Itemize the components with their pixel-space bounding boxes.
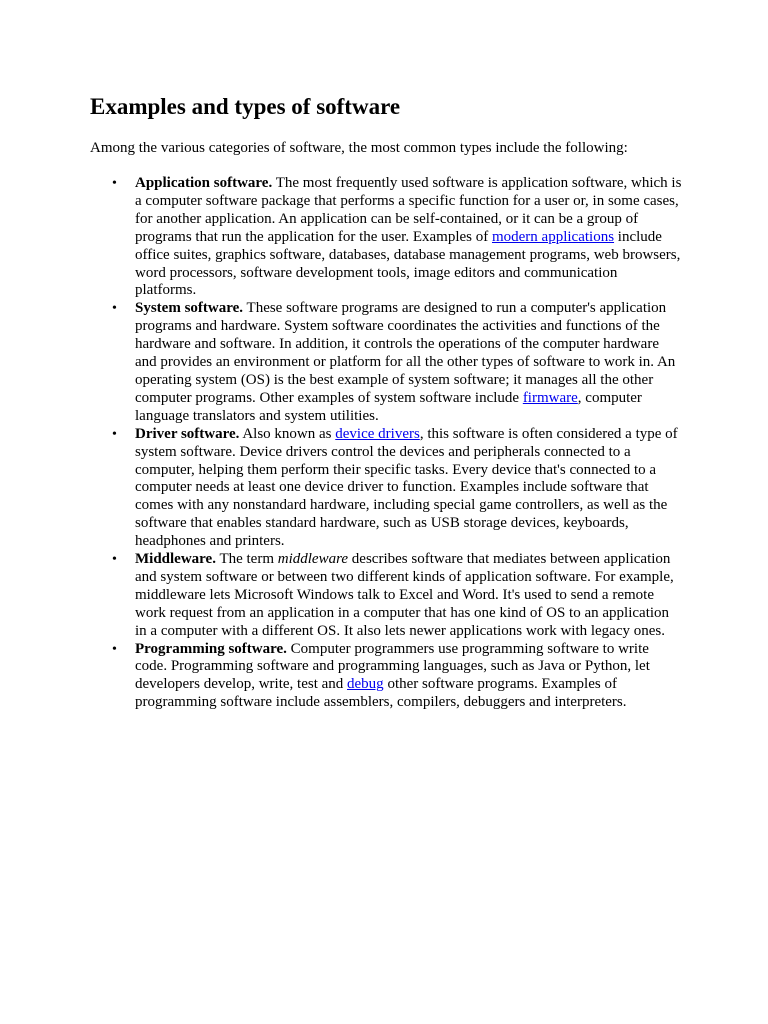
link-debug[interactable]: debug — [347, 676, 384, 693]
link-modern-applications[interactable]: modern applications — [491, 228, 615, 245]
term-label: Application software. — [135, 175, 273, 191]
description-text: The term — [215, 551, 278, 568]
term-label: System software. — [135, 300, 244, 317]
term-label: Driver software. — [135, 425, 240, 442]
page-title: Examples and types of software — [90, 94, 401, 119]
list-item-middleware — [135, 551, 682, 641]
emphasis-middleware: middleware — [277, 551, 349, 568]
description-text: , this software is often considered a type of system software. Device drivers control the devices and peripherals connected to a computer, helping them perform their specific tasks. Every device that's connected to a computer needs at least one device driver to function. Examples include software that comes with any nonstandard hardware, including special game controllers, as well as the software that enables standard hardware, such as USB storage devices, keyboards, headphones and printers. — [135, 425, 678, 550]
list-item-system-software — [135, 300, 682, 425]
link-device-drivers[interactable]: device drivers — [335, 425, 420, 442]
intro-paragraph: Among the various categories of software, the most common types include the following: — [90, 140, 628, 156]
list-item-application-software — [135, 175, 682, 300]
description-text: , computer language translators and system utilities. — [135, 389, 642, 424]
description-text: describes software that mediates between application and system software or between two different kinds of application software. For example, middleware lets Microsoft Windows talk to Excel and Word. It's used to send a remote work request from an application in a computer that has one kind of OS to an application in a computer with a different OS. It also lets newer applications work with legacy ones. — [135, 551, 674, 639]
software-types-list — [90, 175, 682, 712]
description-text: Computer programmers use programming software to write code. Programming software and programming languages, such as Java or Python, let developers develop, write, test and — [135, 640, 650, 693]
description-text: These software programs are designed to run a computer's application programs and hardware. System software coordinates the activities and functions of the hardware and software. In addition, it controls the operations of the computer hardware and provides an environment or platform for all the other types of software to work in. An operating system (OS) is the best example of system software; it manages all the other computer programs. Other examples of system software include — [135, 300, 676, 406]
description-text: include office suites, graphics software, databases, database management programs, web browsers, word processors, software development tools, image editors and communication platforms. — [135, 228, 681, 299]
link-firmware[interactable]: firmware — [522, 389, 578, 406]
description-text: other software programs. Examples of programming software include assemblers, compilers, debuggers and interpreters. — [135, 676, 627, 711]
description-text: Also known as — [239, 425, 336, 442]
list-item-programming-software — [135, 641, 682, 713]
term-label: Programming software. — [135, 640, 287, 657]
term-label: Middleware. — [135, 551, 216, 568]
document-page — [90, 92, 682, 712]
description-text: The most frequently used software is application software, which is a computer software package that performs a specific function for a user or, in some cases, for another application. An application can be self-contained, or it can be a group of programs that run the application for the user. Examples of — [135, 175, 682, 245]
list-item-driver-software — [135, 426, 682, 551]
